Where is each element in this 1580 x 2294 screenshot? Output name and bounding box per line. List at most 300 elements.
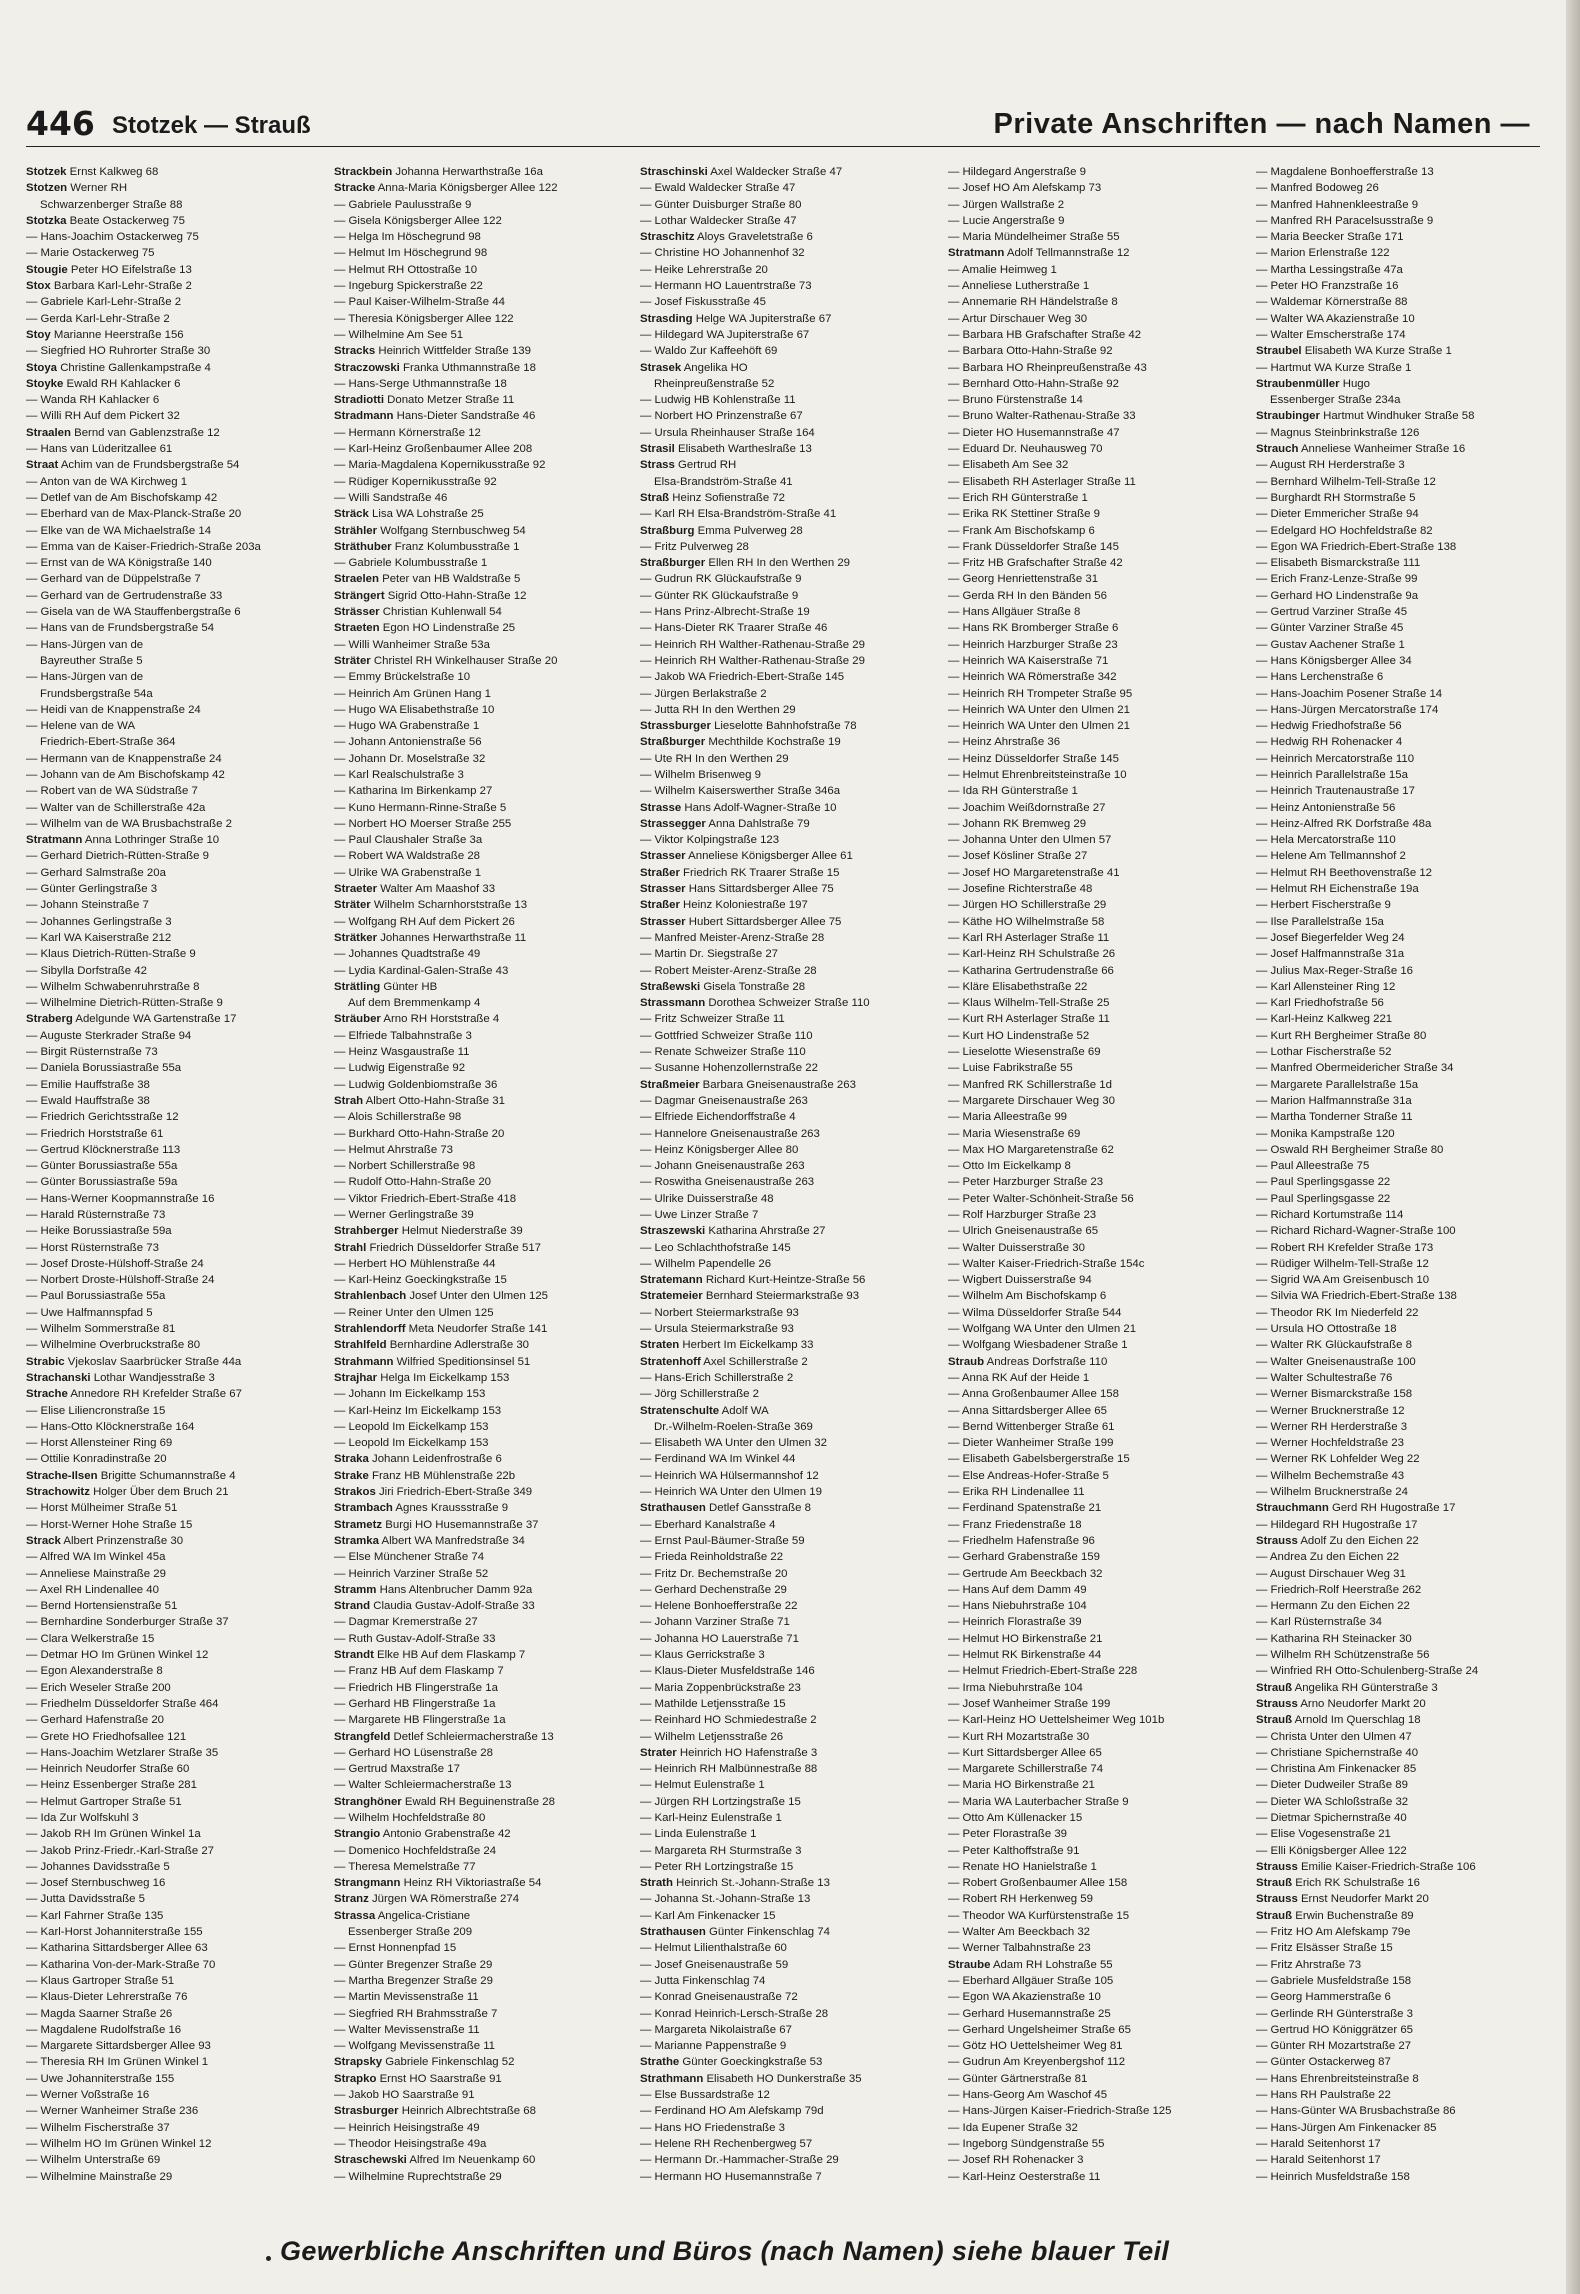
directory-entry: Elsa-Brandström-Straße 41 — [654, 475, 793, 488]
directory-entry: Strachowitz Holger Über dem Bruch 21 — [26, 1486, 229, 1499]
page-number: 446 — [26, 104, 95, 143]
directory-entry: — Heinrich Harzburger Straße 23 — [948, 638, 1118, 651]
directory-entry: — Frank Am Bischofskamp 6 — [948, 524, 1095, 537]
directory-entry: — Wilhelm Kaiserswerther Straße 346a — [640, 785, 841, 798]
directory-entry: — Heinrich Parallelstraße 15a — [1256, 768, 1408, 781]
directory-entry: — Uwe Linzer Straße 7 — [640, 1209, 759, 1221]
directory-entry: — Friedhelm Hafenstraße 96 — [948, 1534, 1095, 1547]
directory-entry: — Joachim Weißdornstraße 27 — [948, 801, 1106, 814]
directory-entry: Straub Andreas Dorfstraße 110 — [948, 1355, 1108, 1368]
directory-entry: — Gertrude Am Beeckbach 32 — [948, 1567, 1103, 1580]
directory-entry: — Leopold Im Eickelkamp 153 — [334, 1420, 489, 1433]
directory-entry: — Alois Schillerstraße 98 — [334, 1111, 462, 1124]
directory-entry: Strätling Günter HB — [334, 980, 438, 993]
directory-entry: — Paul Kaiser-Wilhelm-Straße 44 — [334, 296, 505, 309]
directory-entry: Straßer Heinz Koloniestraße 197 — [640, 899, 808, 912]
directory-entry: — Hans-Jürgen Kaiser-Friedrich-Straße 125 — [948, 2105, 1172, 2118]
directory-entry: Strauß Angelika RH Günterstraße 3 — [1256, 1681, 1438, 1694]
directory-entry: Stranz Jürgen WA Römerstraße 274 — [334, 1893, 520, 1906]
directory-entry: — Georg Henriettenstraße 31 — [948, 573, 1099, 586]
directory-entry: — Grete HO Friedhofsallee 121 — [26, 1730, 187, 1743]
directory-entry: Stratemeier Bernhard Steiermarkstraße 93 — [640, 1290, 860, 1303]
directory-entry: — Gerda RH In den Bänden 56 — [948, 589, 1107, 602]
directory-entry: — Johanna Unter den Ulmen 57 — [948, 834, 1112, 847]
directory-entry: — Robert RH Herkenweg 59 — [948, 1893, 1093, 1906]
directory-entry: — Johanna HO Lauerstraße 71 — [640, 1632, 799, 1645]
directory-entry: — Maria Mündelheimer Straße 55 — [948, 231, 1120, 244]
directory-entry: — Heinz-Alfred RK Dorfstraße 48a — [1256, 817, 1432, 830]
directory-entry: — Günter Duisburger Straße 80 — [640, 198, 802, 211]
directory-entry: — Martin Mevissenstraße 11 — [334, 1991, 479, 2004]
directory-entry: — Bruno Fürstenstraße 14 — [948, 394, 1083, 407]
directory-entry: — Hermann van de Knappenstraße 24 — [26, 752, 222, 765]
directory-entry: — Helmut Ahrstraße 73 — [334, 1143, 454, 1156]
directory-entry: — Günter RH Mozartstraße 27 — [1256, 2040, 1412, 2053]
directory-entry: — Elisabeth Am See 32 — [948, 459, 1069, 472]
directory-entry: Straßmeier Barbara Gneisenaustraße 263 — [640, 1078, 856, 1091]
directory-entry: — Ida Zur Wolfskuhl 3 — [26, 1811, 139, 1824]
directory-entry: — Rudolf Otto-Hahn-Straße 20 — [334, 1176, 492, 1189]
directory-entry: — Bernd Hortensienstraße 51 — [26, 1600, 178, 1613]
directory-entry: — Lothar Waldecker Straße 47 — [640, 214, 797, 227]
directory-entry: — Marie Ostackerweg 75 — [26, 247, 155, 260]
directory-entry: — Waldo Zur Kaffeehöft 69 — [640, 345, 778, 358]
directory-entry: — Lothar Fischerstraße 52 — [1256, 1046, 1392, 1059]
directory-entry: — Lieselotte Wiesenstraße 69 — [948, 1046, 1101, 1059]
directory-entry: — Hans Allgäuer Straße 8 — [948, 606, 1081, 619]
directory-entry: — Ernst Honnenpfad 15 — [334, 1942, 457, 1955]
directory-entry: — Dieter Dudweiler Straße 89 — [1256, 1779, 1408, 1792]
directory-entry: — Irma Niebuhrstraße 104 — [948, 1681, 1083, 1694]
directory-entry: — Paul Sperlingsgasse 22 — [1256, 1176, 1391, 1189]
directory-entry: — Theodor WA Kurfürstenstraße 15 — [948, 1909, 1130, 1922]
directory-entry: Friedrich-Ebert-Straße 364 — [40, 736, 176, 749]
directory-entry: — Heinz Düsseldorfer Straße 145 — [948, 752, 1119, 765]
directory-entry: — Erich Franz-Lenze-Straße 99 — [1256, 573, 1418, 586]
directory-entry: Straelen Peter van HB Waldstraße 5 — [334, 573, 521, 586]
directory-entry: — Heinrich RH Malbünnestraße 88 — [640, 1763, 818, 1776]
directory-entry: Strathmann Elisabeth HO Dunkerstraße 35 — [640, 2072, 862, 2085]
directory-entry: — Hans-Jürgen van de — [26, 638, 144, 651]
directory-entry: — Eberhard van de Max-Planck-Straße 20 — [26, 508, 242, 521]
directory-entry: — Konrad Heinrich-Lersch-Straße 28 — [640, 2007, 829, 2020]
directory-entry: — Gertrud Varziner Straße 45 — [1256, 606, 1408, 619]
directory-entry: — Elisabeth WA Unter den Ulmen 32 — [640, 1437, 827, 1450]
directory-entry: — Walter Emscherstraße 174 — [1256, 328, 1406, 341]
directory-entry: — Gabriele Paulusstraße 9 — [334, 198, 472, 211]
directory-entry: — Helmut RH Ottostraße 10 — [334, 263, 478, 276]
directory-entry: — Else Münchener Straße 74 — [334, 1551, 485, 1564]
directory-entry: — Willi Sandstraße 46 — [334, 491, 448, 504]
directory-entry: — Manfred Meister-Arenz-Straße 28 — [640, 931, 825, 944]
directory-entry: — Dagmar Gneisenaustraße 263 — [640, 1094, 808, 1107]
directory-entry: — Georg Hammerstraße 6 — [1256, 1991, 1391, 2004]
directory-entry: Strapko Ernst HO Saarstraße 91 — [334, 2072, 502, 2085]
directory-entry: — Anna Sittardsberger Allee 65 — [948, 1404, 1107, 1417]
directory-entry: — Walter Schultestraße 76 — [1256, 1371, 1393, 1384]
directory-entry: — Maria Zoppenbrückstraße 23 — [640, 1681, 801, 1694]
directory-entry: — Karl-Heinz Eulenstraße 1 — [640, 1811, 782, 1824]
directory-entry: — Leopold Im Eickelkamp 153 — [334, 1437, 489, 1450]
directory-entry: — Karl-Heinz Oesterstraße 11 — [948, 2170, 1101, 2183]
directory-entry: — Gottfried Schweizer Straße 110 — [640, 1029, 813, 1042]
directory-entry: — Katharina Von-der-Mark-Straße 70 — [26, 1958, 216, 1971]
directory-entry: — Wilhelm Bechemstraße 43 — [1256, 1469, 1405, 1482]
directory-entry: Stratenschulte Adolf WA — [640, 1404, 769, 1417]
directory-entry: — Gerhard HB Flingerstraße 1a — [334, 1697, 496, 1710]
directory-entry: — Jakob HO Saarstraße 91 — [334, 2089, 475, 2102]
directory-entry: — Johann Steinstraße 7 — [26, 899, 149, 912]
directory-entry: — Katharina Sittardsberger Allee 63 — [26, 1942, 208, 1955]
directory-entry: — Johannes Gerlingstraße 3 — [26, 915, 172, 928]
directory-entry: — Detmar HO Im Grünen Winkel 12 — [26, 1649, 209, 1662]
directory-entry: — Anneliese Lutherstraße 1 — [948, 280, 1090, 293]
names-range: Stotzek — Strauß — [112, 112, 311, 139]
directory-entry: — Manfred RH Paracelsusstraße 9 — [1256, 214, 1434, 227]
directory-entry: Strandt Elke HB Auf dem Flaskamp 7 — [334, 1649, 526, 1662]
directory-entry: — Helmut Gartroper Straße 51 — [26, 1795, 182, 1808]
directory-entry: — Kurt HO Lindenstraße 52 — [948, 1029, 1090, 1042]
directory-entry: — Hans Königsberger Allee 34 — [1256, 654, 1412, 667]
directory-entry: — Hans RH Paulstraße 22 — [1256, 2089, 1391, 2102]
directory-entry: — Götz HO Uettelsheimer Weg 81 — [948, 2040, 1123, 2053]
directory-entry: Strasil Elisabeth Wartheslraße 13 — [640, 443, 812, 456]
page-header — [26, 104, 1530, 144]
directory-entry: Strassburger Lieselotte Bahnhofstraße 78 — [640, 720, 857, 733]
directory-entry: — Josef RH Rohenacker 3 — [948, 2154, 1084, 2167]
directory-entry: — Konrad Gneisenaustraße 72 — [640, 1991, 798, 2004]
directory-entry: Dr.-Wilhelm-Roelen-Straße 369 — [654, 1420, 813, 1433]
directory-entry: — Klaus-Dieter Musfeldstraße 146 — [640, 1665, 815, 1678]
directory-entry: — Ludwig Goldenbiomstraße 36 — [334, 1078, 498, 1091]
directory-entry: Strassa Angelica-Cristiane — [334, 1909, 471, 1922]
directory-entry: — Gabriele Kolumbusstraße 1 — [334, 557, 488, 570]
directory-entry: Strassegger Anna Dahlstraße 79 — [640, 817, 810, 830]
directory-entry: Stratmann Anna Lothringer Straße 10 — [26, 834, 220, 847]
directory-entry: — Kurt RH Bergheimer Straße 80 — [1256, 1029, 1427, 1042]
directory-entry: Strähler Wolfgang Sternbuschweg 54 — [334, 524, 526, 537]
directory-entry: — Walter RK Glückaufstraße 8 — [1256, 1339, 1412, 1352]
directory-entry: — Jürgen Berlakstraße 2 — [640, 687, 767, 700]
directory-entry: — Walter WA Akazienstraße 10 — [1256, 312, 1415, 325]
directory-entry: Straubinger Hartmut Windhuker Straße 58 — [1256, 410, 1475, 423]
directory-entry: — Ilse Parallelstraße 15a — [1256, 915, 1384, 928]
directory-entry: — Werner Voßstraße 16 — [26, 2089, 150, 2102]
directory-entry: Straeten Egon HO Lindenstraße 25 — [334, 622, 516, 635]
directory-entry: — Günter Gärtnerstraße 81 — [948, 2072, 1088, 2085]
directory-entry: — Gerlinde RH Günterstraße 3 — [1256, 2007, 1413, 2020]
directory-entry: — Josef Kösliner Straße 27 — [948, 850, 1088, 863]
directory-entry: — Hans-Joachim Posener Straße 14 — [1256, 687, 1443, 700]
directory-entry: — Fritz Elsässer Straße 15 — [1256, 1942, 1393, 1955]
directory-entry: — Dieter WA Schloßstraße 32 — [1256, 1795, 1409, 1808]
directory-entry: — Egon WA Friedrich-Ebert-Straße 138 — [1256, 540, 1457, 553]
directory-entry: — Johann Varziner Straße 71 — [640, 1616, 790, 1629]
directory-entry: — Otto Am Küllenacker 15 — [948, 1811, 1083, 1824]
directory-entry: — Heinrich Trautenaustraße 17 — [1256, 785, 1415, 798]
directory-entry: — Günter Borussiastraße 55a — [26, 1160, 178, 1173]
column-1 — [26, 164, 322, 2244]
directory-entry: — Heinrich WA Hülsermannshof 12 — [640, 1469, 819, 1482]
directory-entry: — Hans-Joachim Ostackerweg 75 — [26, 231, 199, 244]
directory-entry: — Rüdiger Wilhelm-Tell-Straße 12 — [1256, 1257, 1429, 1270]
directory-entry: — Günter Borussiastraße 59a — [26, 1176, 178, 1189]
directory-entry: — Wilhelmine Dietrich-Rütten-Straße 9 — [26, 997, 223, 1010]
directory-entry: — Gertrud Maxstraße 17 — [334, 1763, 460, 1776]
directory-entry: Straßer Friedrich RK Traarer Straße 15 — [640, 866, 840, 879]
directory-entry: — Norbert Schillerstraße 98 — [334, 1160, 476, 1173]
directory-entry: — Wilhelm Brucknerstraße 24 — [1256, 1486, 1408, 1499]
directory-entry: — Karl Realschulstraße 3 — [334, 768, 464, 781]
directory-entry: — Hermann HO Lauentrstraße 73 — [640, 280, 812, 293]
directory-entry: — Martin Dr. Siegstraße 27 — [640, 948, 778, 961]
directory-entry: Strahl Friedrich Düsseldorfer Straße 517 — [334, 1241, 542, 1254]
column-4 — [948, 164, 1244, 2244]
directory-entry: Strath Heinrich St.-Johann-Straße 13 — [640, 1877, 830, 1890]
directory-entry: Strathausen Günter Finkenschlag 74 — [640, 1926, 830, 1939]
directory-entry: — Josefine Richterstraße 48 — [948, 883, 1093, 896]
directory-entry: — Helene Am Tellmannshof 2 — [1256, 850, 1406, 863]
directory-entry: Frundsbergstraße 54a — [40, 687, 153, 700]
directory-entry: — Monika Kampstraße 120 — [1256, 1127, 1395, 1140]
column-3 — [640, 164, 936, 2244]
directory-entry: — Wolfgang Wiesbadener Straße 1 — [948, 1339, 1128, 1352]
directory-entry: Strasburger Heinrich Albrechtstraße 68 — [334, 2105, 536, 2118]
directory-entry: — Ingeborg Sündgenstraße 55 — [948, 2137, 1105, 2150]
directory-entry: Strahlenbach Josef Unter den Ulmen 125 — [334, 1290, 548, 1303]
directory-entry: — Jörg Schillerstraße 2 — [640, 1388, 760, 1401]
directory-entry: — Fritz Dr. Bechemstraße 20 — [640, 1567, 788, 1580]
directory-entry: Strasser Anneliese Königsberger Allee 61 — [640, 850, 853, 863]
directory-entry: — Karl Allensteiner Ring 12 — [1256, 980, 1396, 993]
directory-entry: — Hermann Körnerstraße 12 — [334, 426, 481, 439]
directory-entry: — Jürgen HO Schillerstraße 29 — [948, 899, 1107, 912]
directory-entry: — Helmut Lilienthalstraße 60 — [640, 1942, 787, 1955]
directory-entry: — Norbert HO Moerser Straße 255 — [334, 817, 512, 830]
directory-entry: — Frieda Reinholdstraße 22 — [640, 1551, 784, 1564]
directory-entry: — Magnus Steinbrinkstraße 126 — [1256, 426, 1420, 439]
directory-entry: — Wilhelm Unterstraße 69 — [26, 2154, 161, 2167]
directory-entry: — Heinrich WA Unter den Ulmen 21 — [948, 703, 1130, 716]
directory-entry: — Richard Kortumstraße 114 — [1256, 1209, 1404, 1221]
directory-entry: — Hans-Otto Klöcknerstraße 164 — [26, 1420, 195, 1433]
directory-entry: — Horst Rüsternstraße 73 — [26, 1241, 159, 1254]
directory-entry: — Franz HB Auf dem Flaskamp 7 — [334, 1665, 504, 1678]
directory-columns — [26, 164, 1546, 2244]
directory-entry: — Hans-Jürgen Mercatorstraße 174 — [1256, 703, 1439, 716]
directory-entry: — Willi RH Auf dem Pickert 32 — [26, 410, 180, 423]
directory-entry: — Walter Schleiermacherstraße 13 — [334, 1779, 512, 1792]
directory-entry: — Margarete HB Flingerstraße 1a — [334, 1714, 506, 1727]
directory-entry: — Julius Max-Reger-Straße 16 — [1256, 964, 1413, 977]
directory-entry: — Theresia Königsberger Allee 122 — [334, 312, 514, 325]
directory-entry: — Ulrike WA Grabenstraße 1 — [334, 866, 482, 879]
directory-entry: — Josef Gneisenaustraße 59 — [640, 1958, 789, 1971]
directory-entry: — Bernhardine Sonderburger Straße 37 — [26, 1616, 229, 1629]
directory-entry: — Gerhard Salmstraße 20a — [26, 866, 166, 879]
directory-entry: — Ursula Rheinhauser Straße 164 — [640, 426, 815, 439]
directory-entry: — Wilhelm Brisenweg 9 — [640, 768, 761, 781]
directory-entry: — Hans-Jürgen van de — [26, 671, 144, 684]
directory-entry: — Domenico Hochfeldstraße 24 — [334, 1844, 497, 1857]
directory-entry: — Gerhard van de Gertrudenstraße 33 — [26, 589, 223, 602]
directory-entry: — Paul Alleestraße 75 — [1256, 1160, 1370, 1173]
directory-entry: — Eberhard Kanalstraße 4 — [640, 1518, 776, 1531]
directory-entry: — Norbert HO Prinzenstraße 67 — [640, 410, 803, 423]
directory-entry: — Wilhelm RH Schützenstraße 56 — [1256, 1649, 1430, 1662]
directory-entry: — Sigrid WA Am Greisenbusch 10 — [1256, 1274, 1430, 1287]
directory-entry: — Helene RH Rechenbergweg 57 — [640, 2137, 813, 2150]
directory-entry: — Gabriele Karl-Lehr-Straße 2 — [26, 296, 182, 309]
directory-entry: — Elise Liliencronstraße 15 — [26, 1404, 166, 1417]
directory-entry: Strauch Anneliese Wanheimer Straße 16 — [1256, 443, 1466, 456]
directory-entry: — Walter Duisserstraße 30 — [948, 1241, 1085, 1254]
directory-entry: — Fritz HB Grafschafter Straße 42 — [948, 557, 1123, 570]
directory-entry: Sträter Wilhelm Scharnhorststraße 13 — [334, 899, 528, 912]
directory-entry: — Karl-Heinz HO Uettelsheimer Weg 101b — [948, 1714, 1165, 1727]
directory-entry: — Marianne Pappenstraße 9 — [640, 2040, 787, 2053]
directory-entry: — Friedhelm Düsseldorfer Straße 464 — [26, 1697, 219, 1710]
directory-entry: — Anton van de WA Kirchweg 1 — [26, 475, 188, 488]
directory-entry: — Marion Erlenstraße 122 — [1256, 247, 1390, 260]
directory-entry: — Theodor Heisingstraße 49a — [334, 2137, 487, 2150]
directory-entry: — Edelgard HO Hochfeldstraße 82 — [1256, 524, 1433, 537]
directory-entry: Stranghöner Ewald RH Beguinenstraße 28 — [334, 1795, 555, 1808]
directory-entry: — Herbert HO Mühlenstraße 44 — [334, 1257, 496, 1270]
directory-entry: — Günter Bregenzer Straße 29 — [334, 1958, 493, 1971]
directory-entry: — Elise Vogesenstraße 21 — [1256, 1828, 1391, 1841]
directory-entry: — Manfred Hahnenkleestraße 9 — [1256, 198, 1419, 211]
directory-entry: — Josef Halfmannstraße 31a — [1256, 948, 1405, 961]
directory-entry: — Gerhard Hafenstraße 20 — [26, 1714, 165, 1727]
directory-entry: — Paul Claushaler Straße 3a — [334, 834, 483, 847]
directory-entry: — Gerhard Dietrich-Rütten-Straße 9 — [26, 850, 209, 863]
directory-entry: — Gerhard van de Düppelstraße 7 — [26, 573, 201, 586]
directory-entry: Stratmann Adolf Tellmannstraße 12 — [948, 247, 1130, 260]
directory-entry: — Heinz Essenberger Straße 281 — [26, 1779, 197, 1792]
directory-entry: Stotzka Beate Ostackerweg 75 — [26, 214, 185, 227]
directory-entry: — Hildegard WA Jupiterstraße 67 — [640, 328, 810, 341]
directory-entry: — Helmut HO Birkenstraße 21 — [948, 1632, 1103, 1645]
directory-entry: — Uwe Johanniterstraße 155 — [26, 2072, 175, 2085]
directory-entry: — Klaus Dietrich-Rütten-Straße 9 — [26, 948, 196, 961]
directory-entry: Strangfeld Detlef Schleiermacherstraße 13 — [334, 1730, 554, 1743]
directory-entry: — Ludwig Eigenstraße 92 — [334, 1062, 466, 1075]
directory-entry: — Karl-Heinz Großenbaumer Allee 208 — [334, 443, 533, 456]
directory-entry: — Erich Weseler Straße 200 — [26, 1681, 171, 1694]
directory-entry: — Friedrich HB Flingerstraße 1a — [334, 1681, 498, 1694]
directory-entry: Straschitz Aloys Graveletstraße 6 — [640, 231, 813, 244]
directory-entry: Stracke Anna-Maria Königsberger Allee 122 — [334, 182, 558, 195]
column-2 — [334, 164, 630, 2244]
directory-entry: — Heinrich Varziner Straße 52 — [334, 1567, 489, 1580]
directory-entry: Straschinski Axel Waldecker Straße 47 — [640, 166, 843, 178]
directory-entry: Strängert Sigrid Otto-Hahn-Straße 12 — [334, 589, 527, 602]
directory-entry: — Peter RH Lortzingstraße 15 — [640, 1860, 794, 1873]
directory-entry: — Helmut Eulenstraße 1 — [640, 1779, 765, 1792]
directory-entry: Straß Heinz Sofienstraße 72 — [640, 491, 785, 504]
directory-entry: — Dagmar Kremerstraße 27 — [334, 1616, 478, 1629]
directory-entry: — Gudrun RK Glückaufstraße 9 — [640, 573, 802, 586]
directory-entry: Strathausen Detlef Gansstraße 8 — [640, 1502, 811, 1515]
directory-entry: Stradmann Hans-Dieter Sandstraße 46 — [334, 410, 536, 423]
directory-entry: — Johann Im Eickelkamp 153 — [334, 1388, 486, 1401]
directory-entry: — Margareta RH Sturmstraße 3 — [640, 1844, 802, 1857]
directory-entry: — Marion Halfmannstraße 31a — [1256, 1094, 1412, 1107]
directory-entry: — Wilhelmine Am See 51 — [334, 328, 464, 341]
directory-entry: — Jutta Finkenschlag 74 — [640, 1974, 766, 1987]
directory-entry: — Christine HO Johannenhof 32 — [640, 247, 805, 260]
directory-entry: — Gertrud HO Königgrätzer 65 — [1256, 2023, 1414, 2036]
directory-entry: — Ute RH In den Werthen 29 — [640, 752, 789, 765]
directory-entry: — Wilma Düsseldorfer Straße 544 — [948, 1306, 1122, 1319]
directory-entry: Stotzen Werner RH — [26, 182, 128, 195]
directory-entry: — Elfriede Talbahnstraße 3 — [334, 1029, 472, 1042]
directory-entry: Straeter Walter Am Maashof 33 — [334, 883, 496, 896]
directory-entry: — Amalie Heimweg 1 — [948, 263, 1057, 276]
directory-entry: Straberg Adelgunde WA Gartenstraße 17 — [26, 1013, 237, 1026]
directory-entry: Straczowski Franka Uthmannstraße 18 — [334, 361, 536, 374]
directory-entry: — Werner Talbahnstraße 23 — [948, 1942, 1091, 1955]
directory-entry: — Karl Am Finkenacker 15 — [640, 1909, 776, 1922]
directory-entry: — Herbert Fischerstraße 9 — [1256, 899, 1391, 912]
directory-entry: Rheinpreußenstraße 52 — [654, 377, 775, 390]
directory-entry: — Günter Gerlingstraße 3 — [26, 883, 158, 896]
directory-entry: — Ernst Paul-Bäumer-Straße 59 — [640, 1534, 805, 1547]
directory-entry: — Robert Großenbaumer Allee 158 — [948, 1877, 1128, 1890]
directory-entry: — Reinhard HO Schmiedestraße 2 — [640, 1714, 817, 1727]
directory-entry: — Luise Fabrikstraße 55 — [948, 1062, 1073, 1075]
directory-entry: Strasding Helge WA Jupiterstraße 67 — [640, 312, 832, 325]
directory-entry: Strathe Günter Goeckingkstraße 53 — [640, 2056, 823, 2069]
directory-entry: — August RH Herderstraße 3 — [1256, 459, 1405, 472]
directory-entry: — Kurt RH Asterlager Straße 11 — [948, 1013, 1110, 1026]
directory-entry: — Hans HO Friedenstraße 3 — [640, 2121, 785, 2134]
directory-entry: — Friedrich Horststraße 61 — [26, 1127, 164, 1140]
directory-entry: — Hans-Dieter RK Traarer Straße 46 — [640, 622, 828, 635]
directory-entry: Stox Barbara Karl-Lehr-Straße 2 — [26, 280, 192, 293]
directory-entry: — Erika RH Lindenallee 11 — [948, 1486, 1085, 1499]
directory-entry: Sträter Christel RH Winkelhauser Straße 20 — [334, 654, 558, 667]
directory-entry: Stracks Heinrich Wittfelder Straße 139 — [334, 345, 531, 358]
directory-entry: — Hans Prinz-Albrecht-Straße 19 — [640, 606, 810, 619]
directory-entry: — Theresia RH Im Grünen Winkel 1 — [26, 2056, 209, 2069]
directory-entry: Strackbein Johanna Herwarthstraße 16a — [334, 166, 543, 178]
directory-entry: — Hans Lerchenstraße 6 — [1256, 671, 1384, 684]
directory-entry: — Wolfgang RH Auf dem Pickert 26 — [334, 915, 515, 928]
directory-entry: — Christina Am Finkenacker 85 — [1256, 1763, 1417, 1776]
directory-entry: — Klaus Wilhelm-Tell-Straße 25 — [948, 997, 1110, 1010]
directory-entry: — Gabriele Musfeldstraße 158 — [1256, 1974, 1412, 1987]
directory-entry: — Jutta RH In den Werthen 29 — [640, 703, 796, 716]
directory-entry: — Peter Kalthoffstraße 91 — [948, 1844, 1080, 1857]
section-title: Private Anschriften — nach Namen — — [993, 108, 1530, 140]
directory-entry: — Katharina RH Steinacker 30 — [1256, 1632, 1412, 1645]
directory-entry: — Klaus Gartroper Straße 51 — [26, 1974, 175, 1987]
directory-entry: — Johannes Davidsstraße 5 — [26, 1860, 170, 1873]
directory-entry: — Artur Dirschauer Weg 30 — [948, 312, 1088, 325]
directory-entry: — Gertrud Klöcknerstraße 113 — [26, 1143, 181, 1156]
footer-note: Gewerbliche Anschriften und Büros (nach Namen) siehe blauer Teil — [280, 2236, 1170, 2266]
directory-entry: — Ewald Waldecker Straße 47 — [640, 182, 796, 195]
directory-entry: Strätker Johannes Herwarthstraße 11 — [334, 931, 527, 944]
directory-entry: — Heinz Ahrstraße 36 — [948, 736, 1061, 749]
directory-entry: — Hans-Joachim Wetzlarer Straße 35 — [26, 1746, 219, 1759]
directory-entry: — Manfred RK Schillerstraße 1d — [948, 1078, 1112, 1091]
directory-entry: — Andrea Zu den Eichen 22 — [1256, 1551, 1400, 1564]
directory-entry: — Käthe HO Wilhelmstraße 58 — [948, 915, 1105, 928]
directory-entry: — Otto Im Eickelkamp 8 — [948, 1160, 1071, 1173]
